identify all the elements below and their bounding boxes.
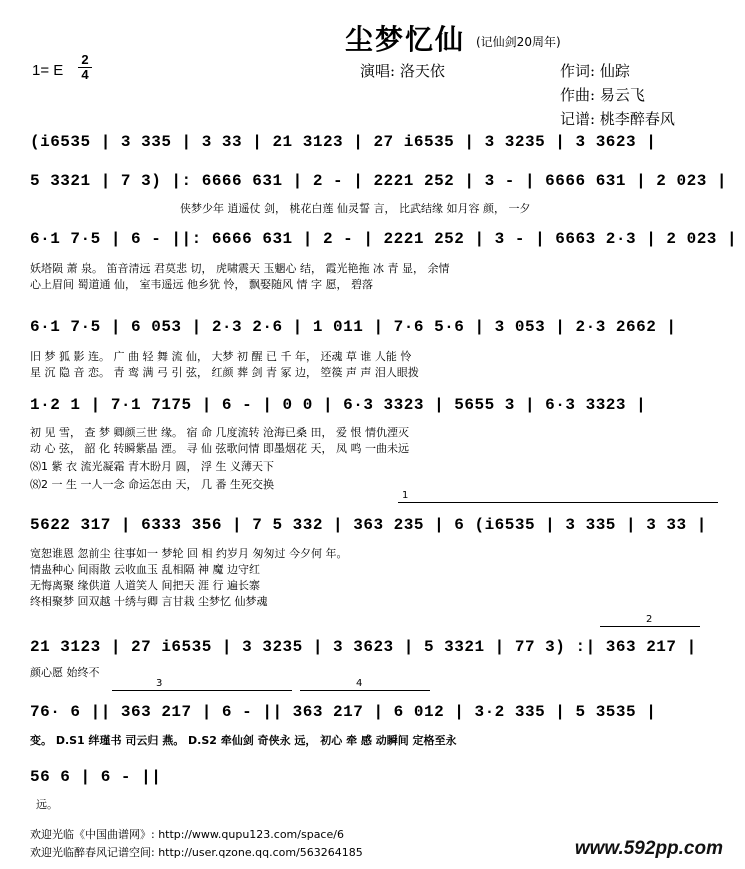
lyric-line: 侠梦少年 逍遥仗 剑， 桃花白莲 仙灵誓 言， 比武结缘 如月容 颜， 一夕 <box>180 202 531 215</box>
lyric-line: 情蛊种心 间雨散 云收血玉 乱相隔 神 魔 边守红 <box>30 563 260 576</box>
lyric-line: 妖塔陨 萧 泉。 笛音清远 君莫悲 切， 虎啸震天 玉魍心 结， 霞光艳拖 冰 青 显， 余情 <box>30 262 450 275</box>
notation-line: 6·1 7·5 | 6 053 | 2·3 2·6 | 1 011 | 7·6 5·6 | 3 053 | 2·3 2662 | <box>30 318 677 336</box>
lyric-line: ⑻2 一 生 一人一念 命运怎由 天， 几 番 生死交换 <box>30 478 274 491</box>
footer-line-2: 欢迎光临醉春风记谱空间: http://user.qzone.qq.com/563264185 <box>30 846 363 859</box>
lyric-line: ⑻1 紫 衣 流光凝霜 青木盼月 圆， 浮 生 义薄天下 <box>30 460 274 473</box>
composer-credit: 作曲: 易云飞 <box>560 86 645 104</box>
footer-line-1: 欢迎光临《中国曲谱网》: http://www.qupu123.com/space/6 <box>30 828 344 841</box>
lyric-line: 心上眉间 蜀道通 仙， 室韦遥远 他乡犹 怜， 飘娶随风 情 字 愿， 碧落 <box>30 278 373 291</box>
notation-line: 76· 6 || 363 217 | 6 - || 363 217 | 6 012 | 3·2 335 | 5 3535 | <box>30 703 657 721</box>
volta-label: 1 <box>402 490 409 501</box>
page-title: 尘梦忆仙 <box>345 23 466 56</box>
site-watermark: www.592pp.com <box>574 838 723 859</box>
page-subtitle: (记仙剑20周年) <box>476 35 561 49</box>
volta-label: 2 <box>646 614 653 625</box>
lyric-line: 远。 <box>36 798 58 811</box>
volta-label: 4 <box>356 678 363 689</box>
lyric-line: 终相聚梦 回双越 十绣与卿 言甘栽 尘梦忆 仙梦魂 <box>30 595 268 608</box>
singer-credit: 演唱: 洛天依 <box>360 62 445 80</box>
lyric-line: 星 沉 隐 音 恋。 青 鸾 满 弓 引 弦， 红颜 葬 剑 青 冢 边， 箜篌 声 声 泪人眼拨 <box>30 366 419 379</box>
lyric-line: 颜心愿 始终不 <box>30 666 100 679</box>
notation-line: (i6535 | 3 335 | 3 33 | 21 3123 | 27 i6535 | 3 3235 | 3 3623 | <box>30 133 657 151</box>
lyric-line: 动 心 弦， 韶 化 转瞬紫晶 湮。 寻 仙 弦歌问情 即墨烟花 天， 凤 鸣 一曲未远 <box>30 442 409 455</box>
time-signature <box>78 54 92 81</box>
notation-line: 6·1 7·5 | 6 - ||: 6666 631 | 2 - | 2221 252 | 3 - | 6663 2·3 | 2 023 | <box>30 230 738 248</box>
lyric-line: 旧 梦 狐 影 连。 广 曲 轻 舞 流 仙， 大梦 初 醒 已 千 年， 还魂 草 谁 人能 怜 <box>30 350 412 363</box>
lyric-line: 宽恕谁恩 忽前尘 往事如一 梦轮 回 相 约岁月 匆匆过 今夕何 年。 <box>30 547 348 560</box>
notation-line: 1·2 1 | 7·1 7175 | 6 - | 0 0 | 6·3 3323 | 5655 3 | 6·3 3323 | <box>30 396 647 414</box>
lyric-line: 初 见 雪， 查 梦 卿颜三世 缘。 宿 命 几度流转 沧海已桑 田， 爱 恨 情仇湮灭 <box>30 426 409 439</box>
notation-line: 5 3321 | 7 3) |: 6666 631 | 2 - | 2221 252 | 3 - | 6666 631 | 2 023 | <box>30 172 728 190</box>
meter-bottom: 4 <box>81 67 89 82</box>
notation-line: 5622 317 | 6333 356 | 7 5 332 | 363 235 | 6 (i6535 | 3 335 | 3 33 | <box>30 516 707 534</box>
volta-bracket <box>398 502 718 503</box>
lyric-line: 无悔离聚 缘供道 人道笑人 间把天 涯 行 遍长寨 <box>30 579 260 592</box>
notation-line: 21 3123 | 27 i6535 | 3 3235 | 3 3623 | 5 3321 | 77 3) :| 363 217 | <box>30 638 697 656</box>
lyricist-credit: 作词: 仙踪 <box>560 62 630 80</box>
volta-bracket <box>300 690 430 691</box>
volta-bracket <box>112 690 292 691</box>
meter-top: 2 <box>81 52 89 67</box>
volta-bracket <box>600 626 700 627</box>
transcriber-credit: 记谱: 桃李醉春风 <box>560 110 675 128</box>
lyric-line: 变。 D.S1 绊瑾书 司云归 燕。 D.S2 牵仙剑 奇侠永 远， 初心 牵 感 动瞬间 定格至永 <box>30 734 457 747</box>
key-signature: 1= E <box>32 62 64 79</box>
notation-line: 56 6 | 6 - || <box>30 768 162 786</box>
volta-label: 3 <box>156 678 163 689</box>
